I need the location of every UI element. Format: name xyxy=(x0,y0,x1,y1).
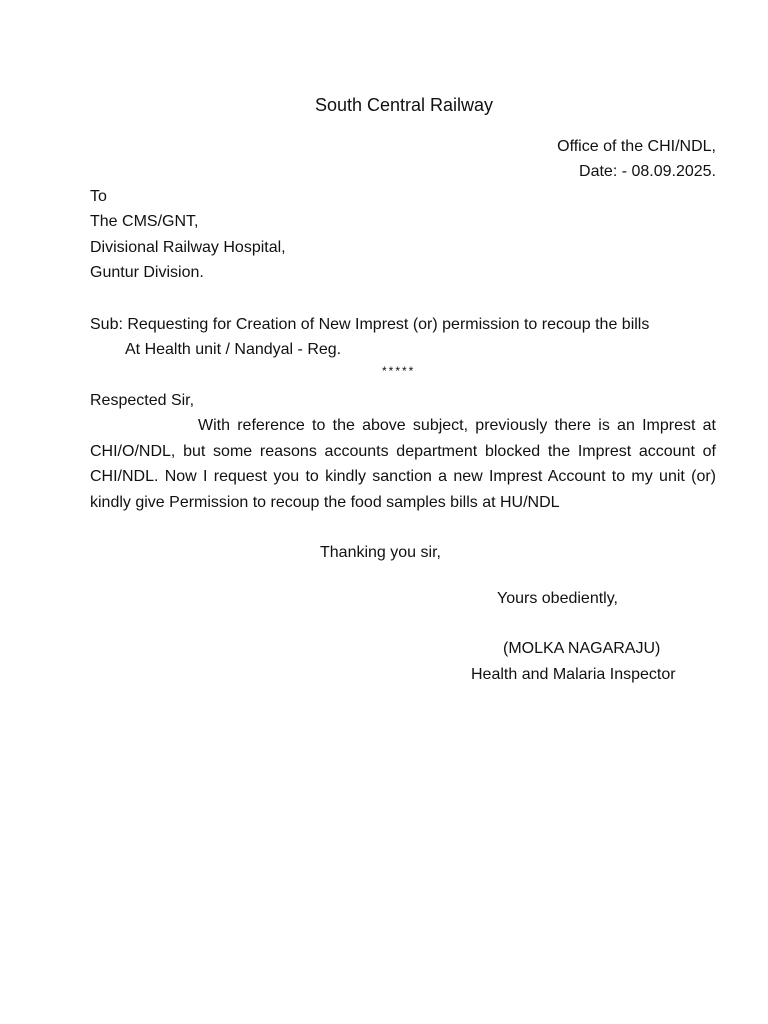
closing-line: Yours obediently, xyxy=(497,590,618,607)
salutation: Respected Sir, xyxy=(90,392,195,409)
date-line: Date: - 08.09.2025. xyxy=(579,163,716,180)
addressee-line-1: The CMS/GNT, xyxy=(90,213,199,230)
addressee-line-2: Divisional Railway Hospital, xyxy=(90,239,286,256)
body-paragraph xyxy=(90,413,716,515)
addressee-line-3: Guntur Division. xyxy=(90,264,204,281)
signatory-designation: Health and Malaria Inspector xyxy=(471,666,676,683)
body-text: With reference to the above subject, previously there is an Imprest at CHI/O/NDL, but some reasons accounts department blocked the Imprest account of CHI/NDL. Now I request you to kindly sanction a new Imprest Account to my unit (or) kindly give Permission to recoup the food samples bills at HU/NDL xyxy=(90,417,716,511)
subject-line-1: Sub: Requesting for Creation of New Imprest (or) permission to recoup the bills xyxy=(90,316,650,333)
thanks-line: Thanking you sir, xyxy=(320,544,441,561)
signatory-name: (MOLKA NAGARAJU) xyxy=(503,640,661,657)
separator-stars: ***** xyxy=(382,364,416,378)
to-label: To xyxy=(90,188,107,205)
subject-line-2: At Health unit / Nandyal - Reg. xyxy=(125,341,342,358)
office-line: Office of the CHI/NDL, xyxy=(557,138,716,155)
letter-heading: South Central Railway xyxy=(314,95,494,115)
